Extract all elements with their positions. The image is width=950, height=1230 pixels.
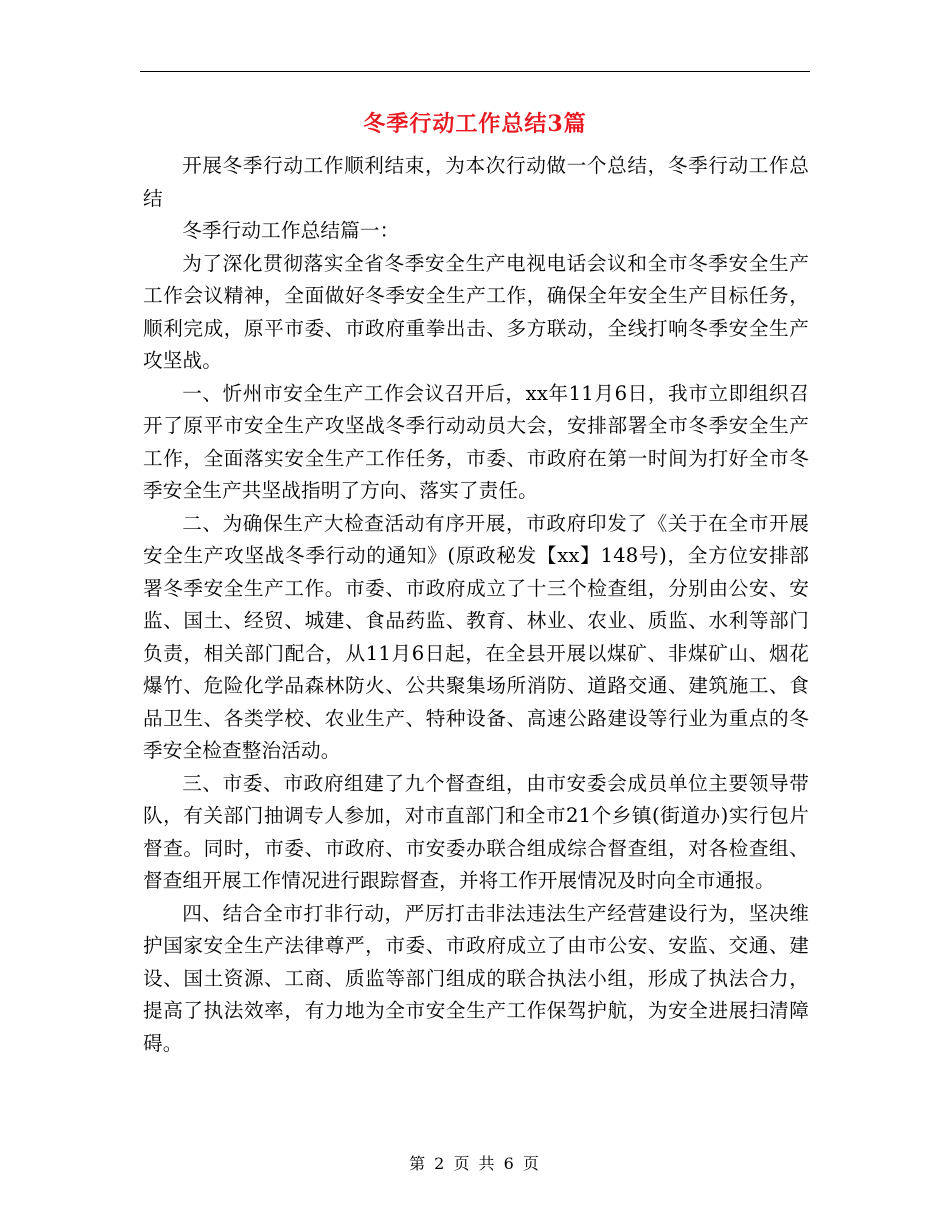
document-body — [143, 150, 809, 1060]
document-title: 冬季行动工作总结3篇 — [363, 111, 587, 137]
page-number-footer: 第 2 页 共 6 页 — [409, 1154, 541, 1173]
body-paragraph: 三、市委、市政府组建了九个督查组，由市安委会成员单位主要领导带队，有关部门抽调专人参加，对市直部门和全市21个乡镇(街道办)实行包片督查。同时，市委、市政府、市安委办联合组成综合督查组，对各检查组、督查组开展工作情况进行跟踪督查，并将工作开展情况及时向全市通报。 — [143, 771, 809, 892]
body-paragraph: 一、忻州市安全生产工作会议召开后，xx年11月6日，我市立即组织召开了原平市安全生产攻坚战冬季行动动员大会，安排部署全市冬季安全生产工作，全面落实安全生产工作任务，市委、市政府在第一时间为打好全市冬季安全生产共坚战指明了方向、落实了责任。 — [143, 381, 809, 502]
intro-paragraph: 开展冬季行动工作顺利结束，为本次行动做一个总结，冬季行动工作总结 — [143, 154, 809, 210]
body-paragraph: 为了深化贯彻落实全省冬季安全生产电视电话会议和全市冬季安全生产工作会议精神，全面做好冬季安全生产工作，确保全年安全生产目标任务，顺利完成，原平市委、市政府重拳出击、多方联动，全线打响冬季安全生产攻坚战。 — [143, 251, 809, 372]
header-rule — [140, 71, 810, 72]
body-paragraph: 二、为确保生产大检查活动有序开展，市政府印发了《关于在全市开展安全生产攻坚战冬季行动的通知》(原政秘发【xx】148号)，全方位安排部署冬季安全生产工作。市委、市政府成立了十三个检查组，分别由公安、安监、国土、经贸、城建、食品药监、教育、林业、农业、质监、水利等部门负责，相关部门配合，从11月6日起，在全县开展以煤矿、非煤矿山、烟花爆竹、危险化学品森林防火、公共聚集场所消防、道路交通、建筑施工、食品卫生、各类学校、农业生产、特种设备、高速公路建设等行业为重点的冬季安全检查整治活动。 — [143, 511, 809, 762]
body-paragraph: 四、结合全市打非行动，严厉打击非法违法生产经营建设行为，坚决维护国家安全生产法律尊严，市委、市政府成立了由市公安、安监、交通、建设、国土资源、工商、质监等部门组成的联合执法小组，形成了执法合力，提高了执法效率，有力地为全市安全生产工作保驾护航，为安全进展扫清障碍。 — [143, 901, 809, 1055]
section-heading: 冬季行动工作总结篇一： — [182, 219, 400, 242]
